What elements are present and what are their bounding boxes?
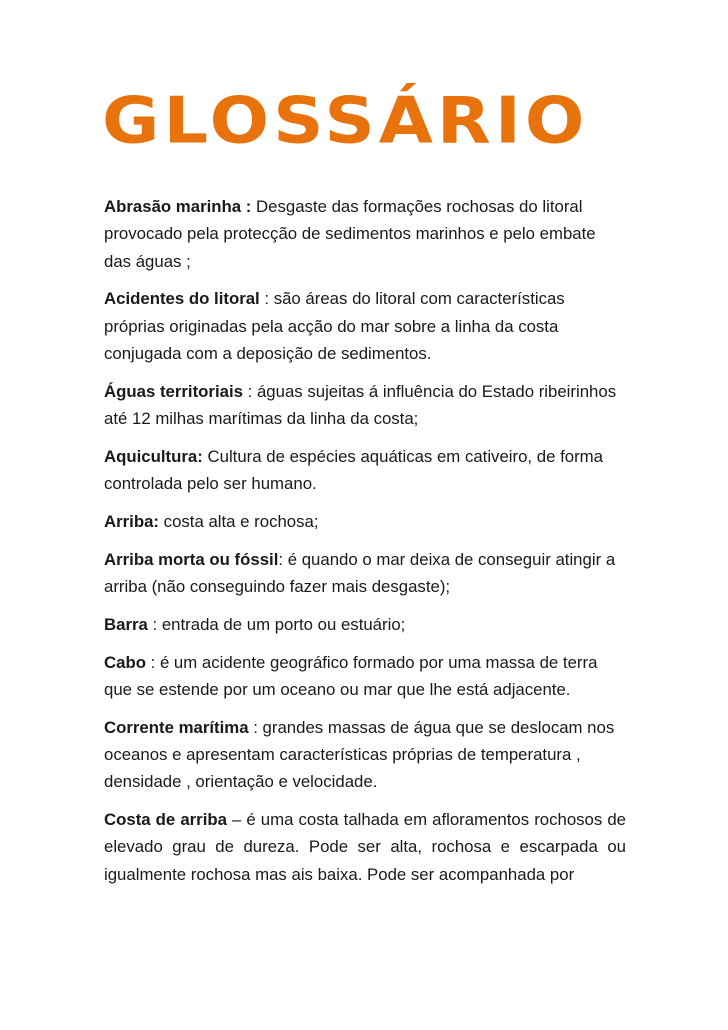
glossary-entry [104,193,626,275]
glossary-term: Arriba morta ou fóssil [104,549,279,569]
glossary-definition: Cultura de espécies aquáticas em cativeiro, de forma controlada pelo ser humano. [104,446,603,494]
glossary-entry [104,508,626,535]
glossary-entry [104,611,626,638]
glossary-entry [104,806,626,888]
glossary-entry [104,443,626,498]
glossary-term: Abrasão marinha : [104,197,252,216]
glossary-term: Cabo [104,652,146,672]
glossary-entry [104,714,626,796]
glossary-definition: : são áreas do litoral com características próprias originadas pela acção do mar sobre a linha da costa conjugada com a deposição de sedimentos. [104,289,565,363]
glossary-term: Barra [104,614,148,634]
glossary-definition: : entrada de um porto ou estuário; [147,614,406,634]
glossary-term: Acidentes do litoral [104,289,260,309]
glossary-entry [104,546,626,601]
glossary-definition: : é quando o mar deixa de conseguir atingir a arriba (não conseguindo fazer mais desgaste); [104,549,616,597]
glossary-entry [104,649,626,704]
glossary-entry [104,285,626,367]
glossary-term: Águas territoriais [104,381,243,401]
page-title: GLOSSÁRIO [102,82,589,158]
glossary-definition: : é um acidente geográfico formado por uma massa de terra que se estende por um oceano ou mar que lhe está adjacente. [104,652,598,699]
glossary-term: Aquicultura: [104,446,203,466]
glossary-term: Arriba: [104,511,160,531]
glossary-entry [104,378,626,433]
glossary-definition: : águas sujeitas á influência do Estado ribeirinhos até 12 milhas marítimas da linha da costa; [104,381,617,429]
glossary-definition: – é uma costa talhada em afloramentos rochosos de elevado grau de dureza. Pode ser alta, rochosa e escarpada ou igualmente rochosa mas ais baixa. Pode ser acompanhada por [104,810,626,884]
glossary-definition: Desgaste das formações rochosas do litoral provocado pela protecção de sedimentos marinhos e pelo embate das águas ; [104,197,596,271]
glossary-term: Costa de arriba [104,810,227,830]
glossary-term: Corrente marítima [104,717,249,737]
glossary-definition: costa alta e rochosa; [159,511,319,531]
glossary-list [104,193,626,899]
glossary-definition: : grandes massas de água que se deslocam nos oceanos e apresentam características próprias de temperatura , densidade , orientação e velocidade. [104,717,615,792]
